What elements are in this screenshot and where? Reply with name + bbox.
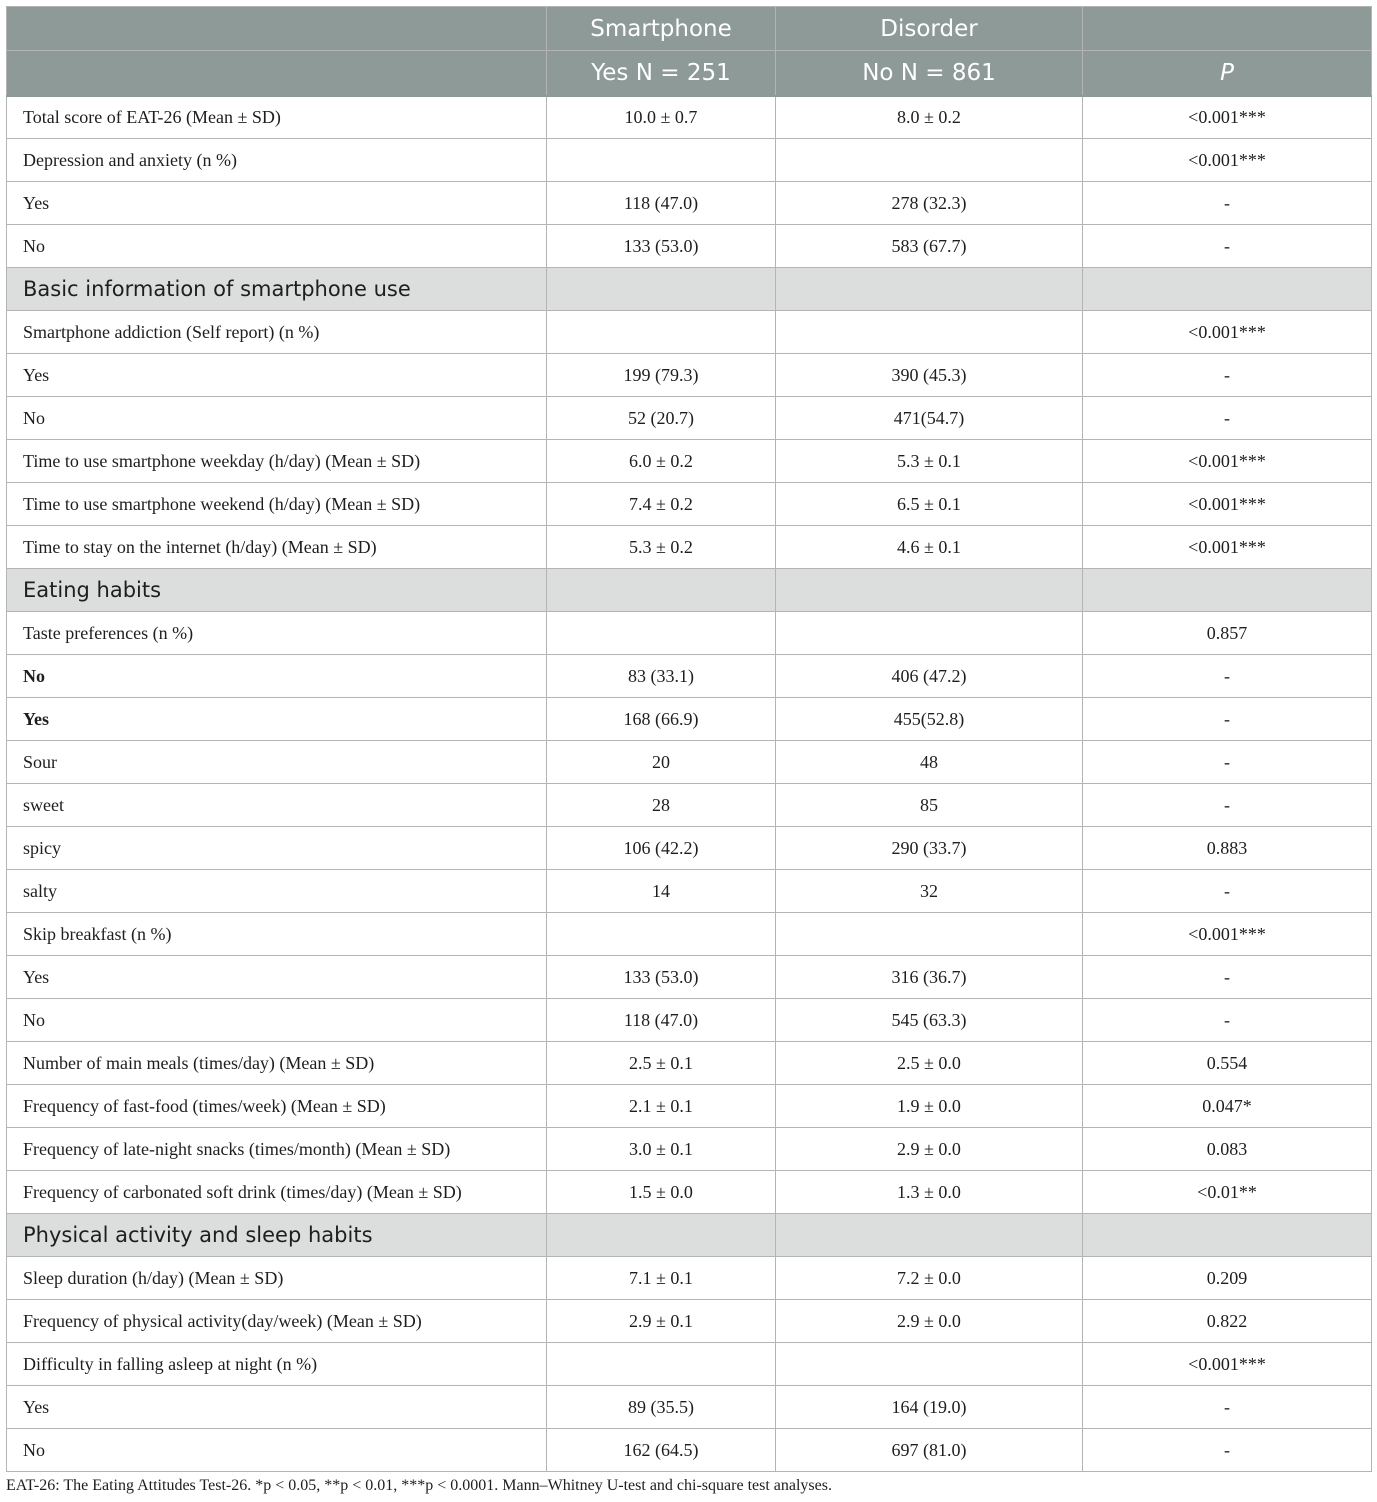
cell-yes: 162 (64.5) xyxy=(547,1429,776,1472)
row-label: Time to use smartphone weekend (h/day) (Mean ± SD) xyxy=(7,483,547,526)
cell-no: 471(54.7) xyxy=(776,397,1083,440)
table-row xyxy=(7,784,1372,827)
cell-no: 2.5 ± 0.0 xyxy=(776,1042,1083,1085)
row-label: Depression and anxiety (n %) xyxy=(7,139,547,182)
cell-yes: 28 xyxy=(547,784,776,827)
section-empty-cell xyxy=(776,569,1083,612)
header-no-n: No N = 861 xyxy=(776,51,1083,96)
table-row xyxy=(7,311,1372,354)
row-label: No xyxy=(7,225,547,268)
cell-p-value: <0.01** xyxy=(1083,1171,1372,1214)
table-row xyxy=(7,1171,1372,1214)
table-row xyxy=(7,1128,1372,1171)
row-label: salty xyxy=(7,870,547,913)
cell-no: 2.9 ± 0.0 xyxy=(776,1300,1083,1343)
table-row xyxy=(7,139,1372,182)
cell-yes: 6.0 ± 0.2 xyxy=(547,440,776,483)
cell-no: 1.9 ± 0.0 xyxy=(776,1085,1083,1128)
table-row xyxy=(7,354,1372,397)
cell-no: 290 (33.7) xyxy=(776,827,1083,870)
header-disorder: Disorder xyxy=(776,7,1083,51)
cell-no: 6.5 ± 0.1 xyxy=(776,483,1083,526)
section-row xyxy=(7,268,1372,311)
row-label: No xyxy=(7,655,547,698)
row-label: Frequency of carbonated soft drink (times/day) (Mean ± SD) xyxy=(7,1171,547,1214)
row-label: Smartphone addiction (Self report) (n %) xyxy=(7,311,547,354)
row-label: Taste preferences (n %) xyxy=(7,612,547,655)
cell-p-value: <0.001*** xyxy=(1083,139,1372,182)
cell-no xyxy=(776,913,1083,956)
table-row xyxy=(7,1042,1372,1085)
cell-no: 32 xyxy=(776,870,1083,913)
header-row-bottom xyxy=(7,51,1372,96)
table-body xyxy=(7,96,1372,1472)
cell-yes: 20 xyxy=(547,741,776,784)
cell-p-value: <0.001*** xyxy=(1083,1343,1372,1386)
cell-yes xyxy=(547,1343,776,1386)
table-row xyxy=(7,1386,1372,1429)
table-row xyxy=(7,397,1372,440)
cell-yes: 89 (35.5) xyxy=(547,1386,776,1429)
cell-p-value: - xyxy=(1083,956,1372,999)
row-label: No xyxy=(7,1429,547,1472)
cell-yes: 133 (53.0) xyxy=(547,956,776,999)
row-label: Sleep duration (h/day) (Mean ± SD) xyxy=(7,1257,547,1300)
cell-p-value: 0.883 xyxy=(1083,827,1372,870)
cell-yes: 7.4 ± 0.2 xyxy=(547,483,776,526)
row-label: Yes xyxy=(7,956,547,999)
header-empty-cell-p xyxy=(1083,7,1372,51)
table-row xyxy=(7,1343,1372,1386)
cell-p-value: <0.001*** xyxy=(1083,311,1372,354)
section-empty-cell xyxy=(1083,1214,1372,1257)
table-row xyxy=(7,999,1372,1042)
cell-no xyxy=(776,1343,1083,1386)
table-row xyxy=(7,96,1372,139)
row-label: Yes xyxy=(7,182,547,225)
cell-no: 697 (81.0) xyxy=(776,1429,1083,1472)
row-label: Frequency of fast-food (times/week) (Mean ± SD) xyxy=(7,1085,547,1128)
cell-p-value: <0.001*** xyxy=(1083,526,1372,569)
cell-p-value: - xyxy=(1083,870,1372,913)
section-empty-cell xyxy=(547,569,776,612)
header-row-top xyxy=(7,7,1372,51)
header-smartphone: Smartphone xyxy=(547,7,776,51)
cell-no xyxy=(776,311,1083,354)
row-label: No xyxy=(7,397,547,440)
cell-yes: 7.1 ± 0.1 xyxy=(547,1257,776,1300)
row-label: Number of main meals (times/day) (Mean ± SD) xyxy=(7,1042,547,1085)
section-empty-cell xyxy=(1083,268,1372,311)
cell-no: 455(52.8) xyxy=(776,698,1083,741)
cell-p-value: <0.001*** xyxy=(1083,913,1372,956)
table-row xyxy=(7,440,1372,483)
results-table xyxy=(6,6,1372,1472)
cell-no: 278 (32.3) xyxy=(776,182,1083,225)
cell-p-value: - xyxy=(1083,655,1372,698)
cell-p-value: - xyxy=(1083,1429,1372,1472)
cell-p-value: - xyxy=(1083,182,1372,225)
header-p-value: P xyxy=(1083,51,1372,96)
cell-p-value: - xyxy=(1083,354,1372,397)
cell-no: 8.0 ± 0.2 xyxy=(776,96,1083,139)
cell-yes: 10.0 ± 0.7 xyxy=(547,96,776,139)
row-label: Total score of EAT-26 (Mean ± SD) xyxy=(7,96,547,139)
cell-yes: 83 (33.1) xyxy=(547,655,776,698)
cell-no: 5.3 ± 0.1 xyxy=(776,440,1083,483)
section-label: Basic information of smartphone use xyxy=(7,268,547,311)
row-label: No xyxy=(7,999,547,1042)
cell-p-value: - xyxy=(1083,225,1372,268)
cell-no: 2.9 ± 0.0 xyxy=(776,1128,1083,1171)
cell-yes xyxy=(547,311,776,354)
cell-p-value: - xyxy=(1083,1386,1372,1429)
cell-yes xyxy=(547,612,776,655)
table-row xyxy=(7,612,1372,655)
table-row xyxy=(7,182,1372,225)
row-label: Skip breakfast (n %) xyxy=(7,913,547,956)
row-label: Time to stay on the internet (h/day) (Mean ± SD) xyxy=(7,526,547,569)
table-row xyxy=(7,827,1372,870)
cell-no: 406 (47.2) xyxy=(776,655,1083,698)
cell-no: 48 xyxy=(776,741,1083,784)
cell-p-value: - xyxy=(1083,698,1372,741)
section-label: Eating habits xyxy=(7,569,547,612)
cell-yes: 5.3 ± 0.2 xyxy=(547,526,776,569)
row-label: Yes xyxy=(7,1386,547,1429)
cell-yes: 3.0 ± 0.1 xyxy=(547,1128,776,1171)
cell-yes: 14 xyxy=(547,870,776,913)
cell-yes: 2.9 ± 0.1 xyxy=(547,1300,776,1343)
cell-yes xyxy=(547,139,776,182)
cell-yes: 199 (79.3) xyxy=(547,354,776,397)
cell-no: 4.6 ± 0.1 xyxy=(776,526,1083,569)
table-row xyxy=(7,1085,1372,1128)
cell-p-value: 0.047* xyxy=(1083,1085,1372,1128)
cell-no: 545 (63.3) xyxy=(776,999,1083,1042)
cell-yes: 2.5 ± 0.1 xyxy=(547,1042,776,1085)
cell-yes: 1.5 ± 0.0 xyxy=(547,1171,776,1214)
table-row xyxy=(7,741,1372,784)
cell-p-value: 0.209 xyxy=(1083,1257,1372,1300)
section-empty-cell xyxy=(776,268,1083,311)
table-row xyxy=(7,1300,1372,1343)
cell-p-value: 0.857 xyxy=(1083,612,1372,655)
row-label: Yes xyxy=(7,354,547,397)
table-row xyxy=(7,956,1372,999)
cell-p-value: - xyxy=(1083,397,1372,440)
table-footnote: EAT-26: The Eating Attitudes Test-26. *p < 0.05, **p < 0.01, ***p < 0.0001. Mann–Whitney U-test and chi-square test analyses. xyxy=(6,1477,832,1494)
row-label: Sour xyxy=(7,741,547,784)
cell-yes: 118 (47.0) xyxy=(547,999,776,1042)
cell-p-value: 0.083 xyxy=(1083,1128,1372,1171)
row-label: Frequency of physical activity(day/week) (Mean ± SD) xyxy=(7,1300,547,1343)
cell-yes: 133 (53.0) xyxy=(547,225,776,268)
cell-no: 85 xyxy=(776,784,1083,827)
cell-no: 7.2 ± 0.0 xyxy=(776,1257,1083,1300)
cell-p-value: <0.001*** xyxy=(1083,483,1372,526)
header-empty-cell-2 xyxy=(7,51,547,96)
section-row xyxy=(7,1214,1372,1257)
row-label: Difficulty in falling asleep at night (n %) xyxy=(7,1343,547,1386)
cell-no: 164 (19.0) xyxy=(776,1386,1083,1429)
cell-no xyxy=(776,612,1083,655)
table-row xyxy=(7,698,1372,741)
cell-p-value: <0.001*** xyxy=(1083,96,1372,139)
table-row xyxy=(7,483,1372,526)
row-label: Time to use smartphone weekday (h/day) (Mean ± SD) xyxy=(7,440,547,483)
cell-no: 390 (45.3) xyxy=(776,354,1083,397)
cell-no: 1.3 ± 0.0 xyxy=(776,1171,1083,1214)
row-label: Frequency of late-night snacks (times/month) (Mean ± SD) xyxy=(7,1128,547,1171)
cell-yes: 52 (20.7) xyxy=(547,397,776,440)
table-row xyxy=(7,870,1372,913)
row-label: sweet xyxy=(7,784,547,827)
table-header xyxy=(7,7,1372,96)
cell-yes xyxy=(547,913,776,956)
section-label: Physical activity and sleep habits xyxy=(7,1214,547,1257)
table-row xyxy=(7,655,1372,698)
row-label: Yes xyxy=(7,698,547,741)
cell-p-value: - xyxy=(1083,784,1372,827)
section-row xyxy=(7,569,1372,612)
cell-p-value: - xyxy=(1083,741,1372,784)
row-label: spicy xyxy=(7,827,547,870)
cell-no: 583 (67.7) xyxy=(776,225,1083,268)
table-row xyxy=(7,913,1372,956)
cell-p-value: 0.822 xyxy=(1083,1300,1372,1343)
cell-p-value: - xyxy=(1083,999,1372,1042)
section-empty-cell xyxy=(776,1214,1083,1257)
cell-yes: 106 (42.2) xyxy=(547,827,776,870)
header-empty-cell xyxy=(7,7,547,51)
section-empty-cell xyxy=(547,268,776,311)
section-empty-cell xyxy=(547,1214,776,1257)
cell-yes: 168 (66.9) xyxy=(547,698,776,741)
section-empty-cell xyxy=(1083,569,1372,612)
cell-yes: 118 (47.0) xyxy=(547,182,776,225)
table-row xyxy=(7,526,1372,569)
cell-p-value: <0.001*** xyxy=(1083,440,1372,483)
table-row xyxy=(7,1257,1372,1300)
cell-p-value: 0.554 xyxy=(1083,1042,1372,1085)
header-yes-n: Yes N = 251 xyxy=(547,51,776,96)
table-row xyxy=(7,1429,1372,1472)
cell-no: 316 (36.7) xyxy=(776,956,1083,999)
cell-no xyxy=(776,139,1083,182)
cell-yes: 2.1 ± 0.1 xyxy=(547,1085,776,1128)
table-row xyxy=(7,225,1372,268)
